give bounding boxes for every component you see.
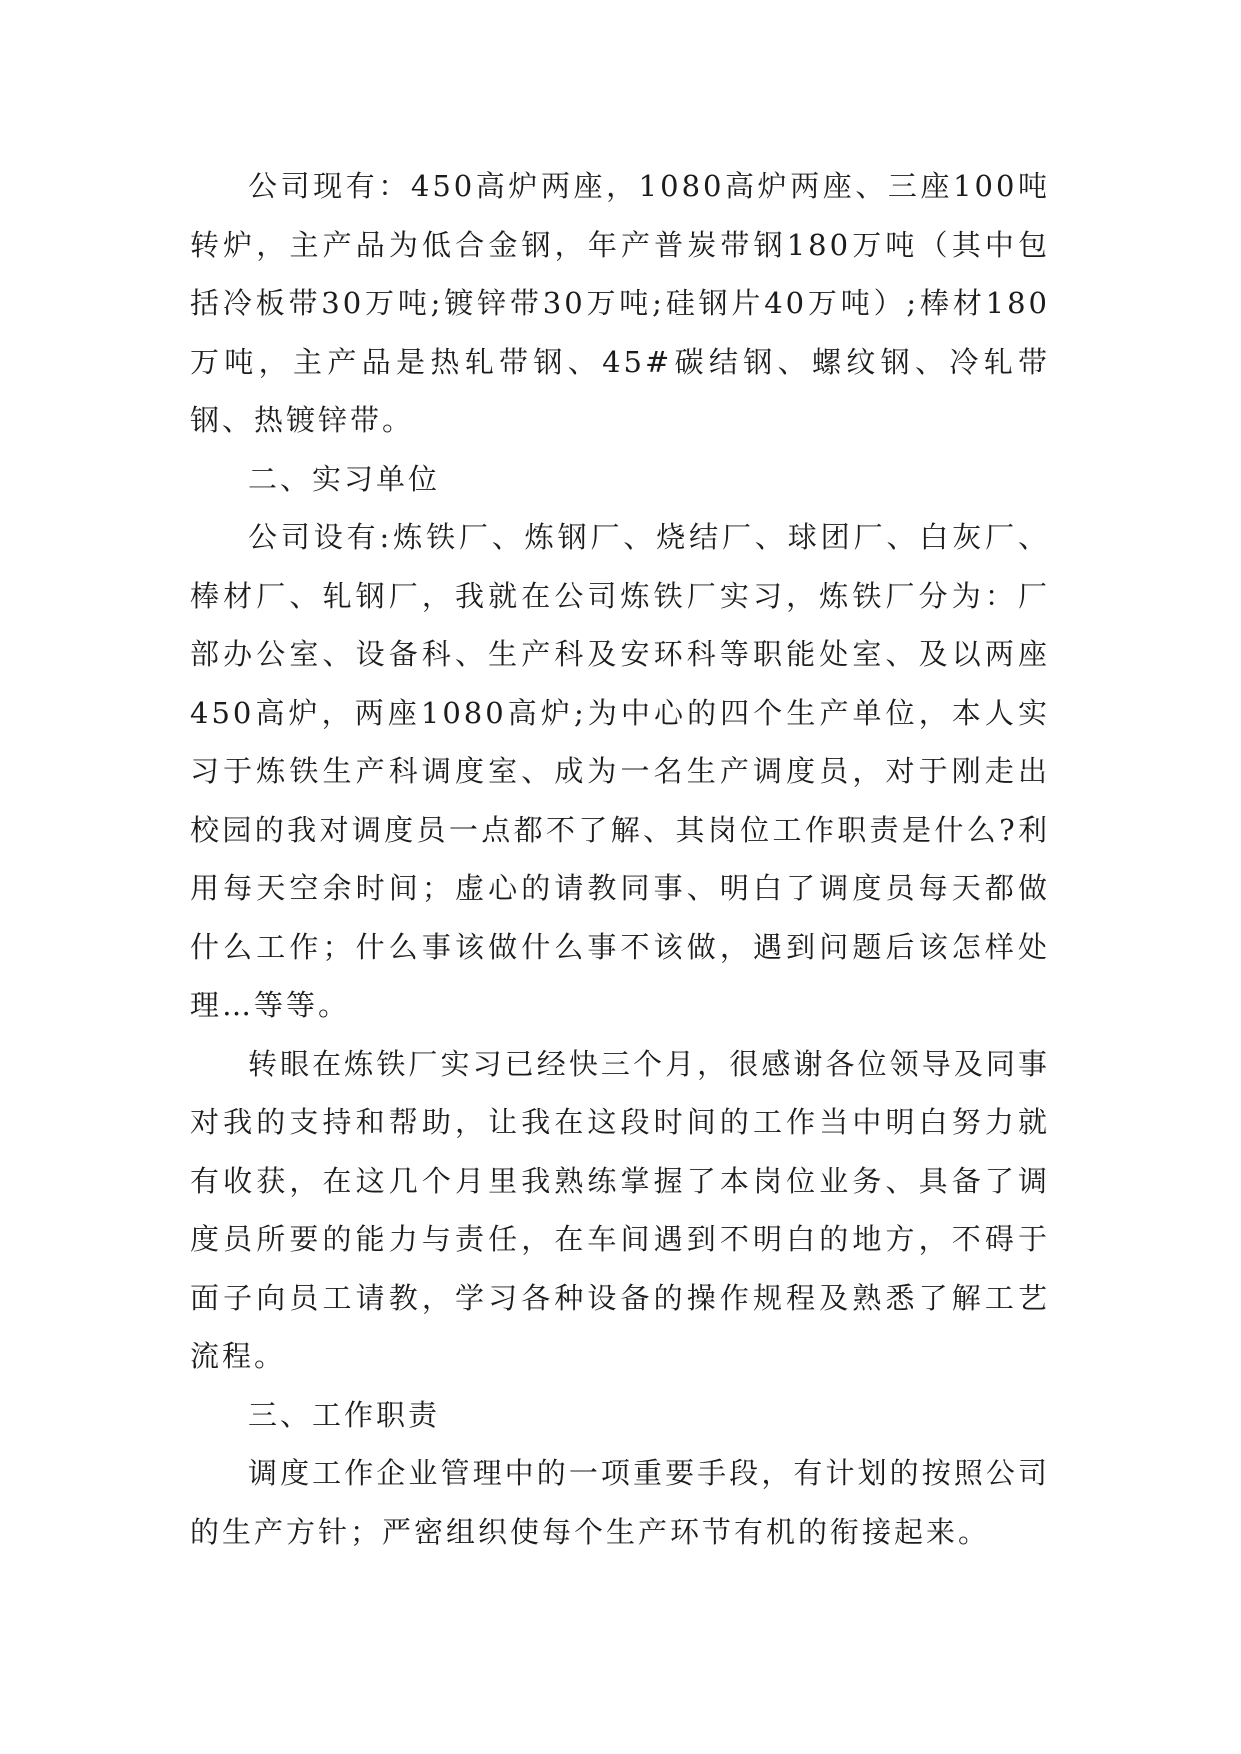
document-body xyxy=(190,157,1050,1561)
internship-reflection-paragraph: 转眼在炼铁厂实习已经快三个月，很感谢各位领导及同事对我的支持和帮助，让我在这段时间的工作当中明白努力就有收获，在这几个月里我熟练掌握了本岗位业务、具备了调度员所要的能力与责任，在车间遇到不明白的地方，不碍于面子向员工请教，学习各种设备的操作规程及熟悉了解工艺流程。 xyxy=(190,1046,1050,1373)
job-duties-paragraph: 调度工作企业管理中的一项重要手段，有计划的按照公司的生产方针；严密组织使每个生产环节有机的衔接起来。 xyxy=(190,1456,1050,1549)
section-heading-internship-unit: 二、实习单位 xyxy=(248,461,441,496)
section-heading-job-duties: 三、工作职责 xyxy=(248,1397,441,1432)
internship-unit-paragraph: 公司设有:炼铁厂、炼钢厂、烧结厂、球团厂、白灰厂、棒材厂、轧钢厂，我就在公司炼铁厂实习，炼铁厂分为：厂部办公室、设备科、生产科及安环科等职能处室、及以两座450高炉，两座1080高炉;为中心的四个生产单位，本人实习于炼铁生产科调度室、成为一名生产调度员，对于刚走出校园的我对调度员一点都不了解、其岗位工作职责是什么?利用每天空余时间；虚心的请教同事、明白了调度员每天都做什么工作；什么事该做什么事不该做，遇到问题后该怎样处理…等等。 xyxy=(190,520,1050,1022)
company-overview-paragraph: 公司现有：450高炉两座，1080高炉两座、三座100吨转炉，主产品为低合金钢，年产普炭带钢180万吨（其中包括冷板带30万吨;镀锌带30万吨;硅钢片40万吨）;棒材180万吨，主产品是热轧带钢、45#碳结钢、螺纹钢、冷轧带钢、热镀锌带。 xyxy=(190,169,1050,437)
